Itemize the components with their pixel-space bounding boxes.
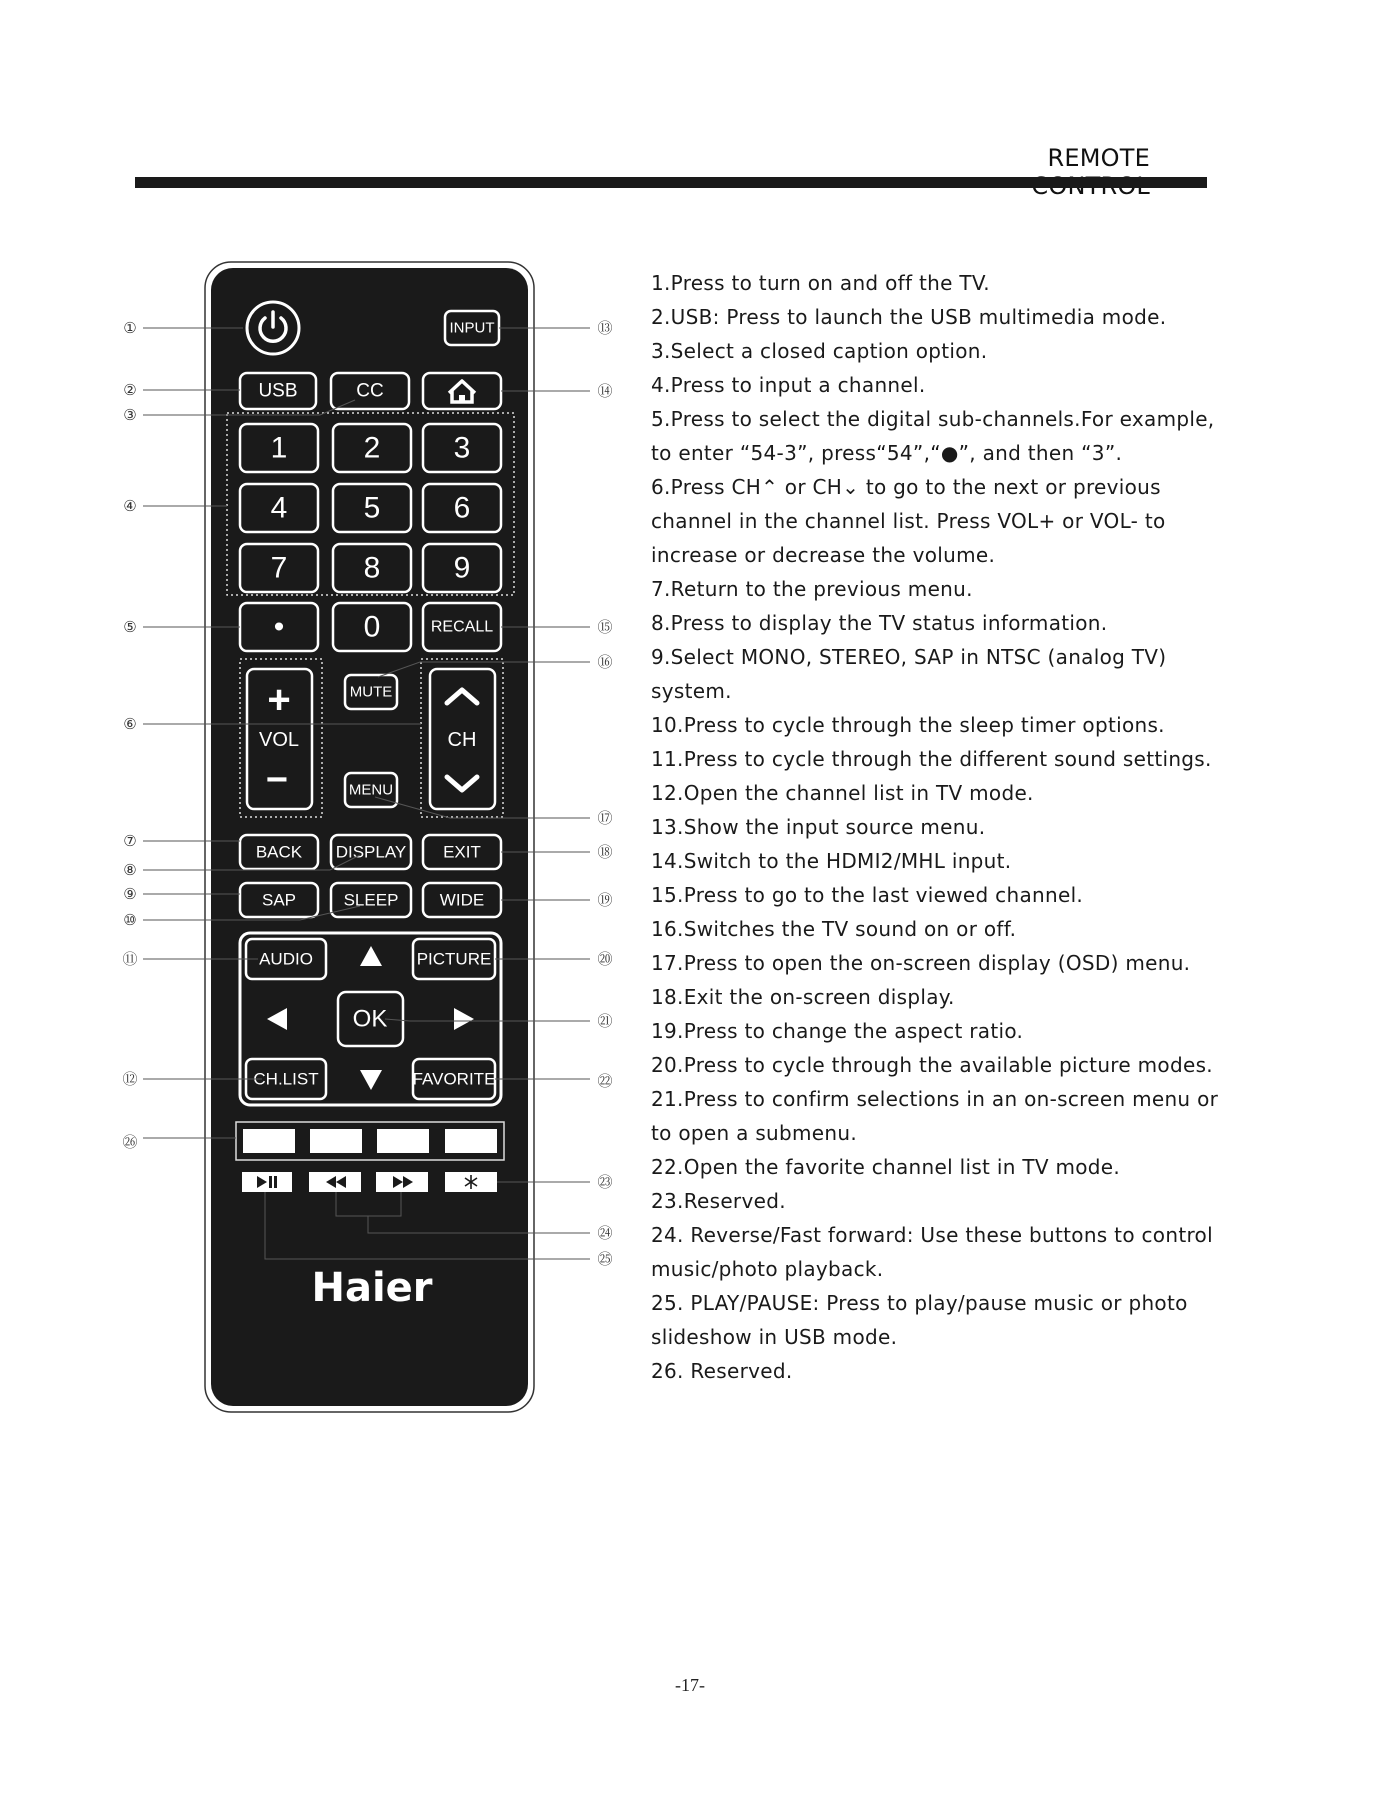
number-3-button[interactable] xyxy=(423,424,501,472)
instruction-item: 5.Press to select the digital sub-channels.For example, to enter “54-3”, press“54”,“●”, and then “3”. xyxy=(651,407,1215,465)
instruction-item: 26. Reserved. xyxy=(651,1359,793,1383)
recall-label: RECALL xyxy=(430,618,494,636)
sap-label: SAP xyxy=(261,890,297,910)
number-2-label: 2 xyxy=(363,431,381,465)
callout-1: ① xyxy=(123,319,137,337)
number-1-button[interactable] xyxy=(240,424,318,472)
display-label: DISPLAY xyxy=(335,842,407,862)
favorite-label: FAVORITE xyxy=(412,1069,496,1089)
instruction-item: 7.Return to the previous menu. xyxy=(651,577,973,601)
instruction-item: 4.Press to input a channel. xyxy=(651,373,926,397)
page-header-title: REMOTE xyxy=(1047,144,1150,172)
instruction-item: 19.Press to change the aspect ratio. xyxy=(651,1019,1024,1043)
callout-18: ⑱ xyxy=(597,843,613,861)
number-4-label: 4 xyxy=(270,491,288,525)
wide-label: WIDE xyxy=(439,890,485,910)
instruction-item: 2.USB: Press to launch the USB multimedia mode. xyxy=(651,305,1167,329)
instruction-item: 3.Select a closed caption option. xyxy=(651,339,988,363)
recall-button[interactable] xyxy=(423,603,501,651)
brand-logo: Haier xyxy=(311,1265,433,1311)
instruction-item: 25. PLAY/PAUSE: Press to play/pause music or photo slideshow in USB mode. xyxy=(651,1291,1188,1349)
dot-label: • xyxy=(273,610,285,644)
sleep-label: SLEEP xyxy=(343,890,399,910)
cc-button[interactable] xyxy=(331,373,409,409)
vol-label: VOL xyxy=(258,729,300,751)
callout-17: ⑰ xyxy=(597,809,613,827)
usb-label: USB xyxy=(258,380,298,402)
instruction-item: 21.Press to confirm selections in an on-screen menu or to open a submenu. xyxy=(651,1087,1219,1145)
ok-label: OK xyxy=(352,1005,388,1033)
number-8-button[interactable] xyxy=(333,544,411,592)
mute-label: MUTE xyxy=(349,683,393,701)
number-9-label: 9 xyxy=(453,551,471,585)
mute-button[interactable] xyxy=(345,675,397,709)
callout-23: ㉓ xyxy=(597,1173,613,1191)
chlist-label: CH.LIST xyxy=(253,1069,319,1089)
instruction-item: 9.Select MONO, STEREO, SAP in NTSC (analog TV) system. xyxy=(651,645,1167,703)
instruction-item: 15.Press to go to the last viewed channel. xyxy=(651,883,1084,907)
vol-minus-label: − xyxy=(265,759,289,801)
home-button[interactable] xyxy=(423,373,501,409)
callout-12: ⑫ xyxy=(122,1070,138,1088)
instruction-item: 22.Open the favorite channel list in TV mode. xyxy=(651,1155,1121,1179)
instruction-item: 1.Press to turn on and off the TV. xyxy=(651,271,990,295)
exit-label: EXIT xyxy=(443,842,481,862)
callout-11: ⑪ xyxy=(122,950,138,968)
instruction-item: 10.Press to cycle through the sleep timer options. xyxy=(651,713,1165,737)
number-6-button[interactable] xyxy=(423,484,501,532)
back-button[interactable] xyxy=(240,835,318,869)
callout-24: ㉔ xyxy=(597,1224,613,1242)
number-0-label: 0 xyxy=(363,610,381,644)
menu-label: MENU xyxy=(348,781,394,799)
menu-button[interactable] xyxy=(345,773,397,807)
color-button-3[interactable] xyxy=(377,1129,429,1153)
number-5-button[interactable] xyxy=(333,484,411,532)
color-button-4[interactable] xyxy=(445,1129,497,1153)
number-9-button[interactable] xyxy=(423,544,501,592)
callout-26: ㉖ xyxy=(122,1133,138,1151)
color-button-2[interactable] xyxy=(310,1129,362,1153)
wide-button[interactable] xyxy=(423,883,501,917)
callout-5: ⑤ xyxy=(123,618,137,636)
callout-7: ⑦ xyxy=(123,832,137,850)
usb-button[interactable] xyxy=(240,373,316,409)
instruction-list xyxy=(651,266,1241,1388)
number-3-label: 3 xyxy=(453,431,471,465)
callout-4: ④ xyxy=(123,497,137,515)
instruction-item: 17.Press to open the on-screen display (OSD) menu. xyxy=(651,951,1191,975)
sap-button[interactable] xyxy=(240,883,318,917)
callout-10: ⑩ xyxy=(123,911,137,929)
vol-plus-label: + xyxy=(267,678,291,722)
back-label: BACK xyxy=(255,842,303,862)
number-5-label: 5 xyxy=(363,491,381,525)
callout-13: ⑬ xyxy=(597,319,613,337)
favorite-button[interactable] xyxy=(413,1059,496,1099)
callout-22: ㉒ xyxy=(597,1072,613,1090)
callout-21: ㉑ xyxy=(597,1012,613,1030)
instruction-item: 14.Switch to the HDMI2/MHL input. xyxy=(651,849,1012,873)
instruction-item: 23.Reserved. xyxy=(651,1189,786,1213)
cc-label: CC xyxy=(356,380,384,402)
instruction-item: 12.Open the channel list in TV mode. xyxy=(651,781,1034,805)
input-label: INPUT xyxy=(449,319,495,337)
sleep-button[interactable] xyxy=(331,883,411,917)
fast-forward-button[interactable] xyxy=(376,1172,428,1192)
callout-2: ② xyxy=(123,381,137,399)
callout-8: ⑧ xyxy=(123,861,137,879)
instruction-item: 18.Exit the on-screen display. xyxy=(651,985,955,1009)
number-8-label: 8 xyxy=(363,551,381,585)
callout-3: ③ xyxy=(123,406,137,424)
exit-button[interactable] xyxy=(423,835,501,869)
instruction-item: 24. Reverse/Fast forward: Use these buttons to control music/photo playback. xyxy=(651,1223,1213,1281)
picture-button[interactable] xyxy=(413,939,495,979)
input-button[interactable] xyxy=(445,311,499,345)
number-6-label: 6 xyxy=(453,491,471,525)
callout-19: ⑲ xyxy=(597,891,613,909)
callout-6: ⑥ xyxy=(123,715,137,733)
callout-9: ⑨ xyxy=(123,885,137,903)
play-pause-button[interactable] xyxy=(242,1172,292,1192)
audio-label: AUDIO xyxy=(259,949,313,969)
number-4-button[interactable] xyxy=(240,484,318,532)
ch-rocker[interactable] xyxy=(430,669,495,809)
page-number: -17- xyxy=(675,1675,705,1695)
instruction-item: 6.Press CH⌃ or CH⌄ to go to the next or previous channel in the channel list. Press VOL+ or VOL- to increase or decrease the volume. xyxy=(651,475,1166,567)
rewind-button[interactable] xyxy=(309,1172,361,1192)
number-1-label: 1 xyxy=(270,431,288,465)
instruction-item: 20.Press to cycle through the available picture modes. xyxy=(651,1053,1213,1077)
number-7-label: 7 xyxy=(270,551,288,585)
callout-25: ㉕ xyxy=(597,1250,613,1268)
instruction-item: 16.Switches the TV sound on or off. xyxy=(651,917,1017,941)
ch-label: CH xyxy=(447,729,477,751)
vol-rocker[interactable] xyxy=(247,669,312,809)
callout-14: ⑭ xyxy=(597,382,613,400)
picture-label: PICTURE xyxy=(416,949,492,969)
callout-16: ⑯ xyxy=(597,653,613,671)
instruction-item: 13.Show the input source menu. xyxy=(651,815,986,839)
number-7-button[interactable] xyxy=(240,544,318,592)
ok-button[interactable] xyxy=(338,992,403,1046)
instruction-item: 8.Press to display the TV status information. xyxy=(651,611,1108,635)
number-0-button[interactable] xyxy=(333,603,411,651)
asterisk-button[interactable] xyxy=(445,1172,497,1192)
color-button-1[interactable] xyxy=(243,1129,295,1153)
power-button[interactable] xyxy=(247,302,299,354)
instruction-item: 11.Press to cycle through the different sound settings. xyxy=(651,747,1212,771)
callout-20: ⑳ xyxy=(597,950,613,968)
callout-15: ⑮ xyxy=(597,618,613,636)
dot-button[interactable] xyxy=(240,603,318,651)
number-2-button[interactable] xyxy=(333,424,411,472)
